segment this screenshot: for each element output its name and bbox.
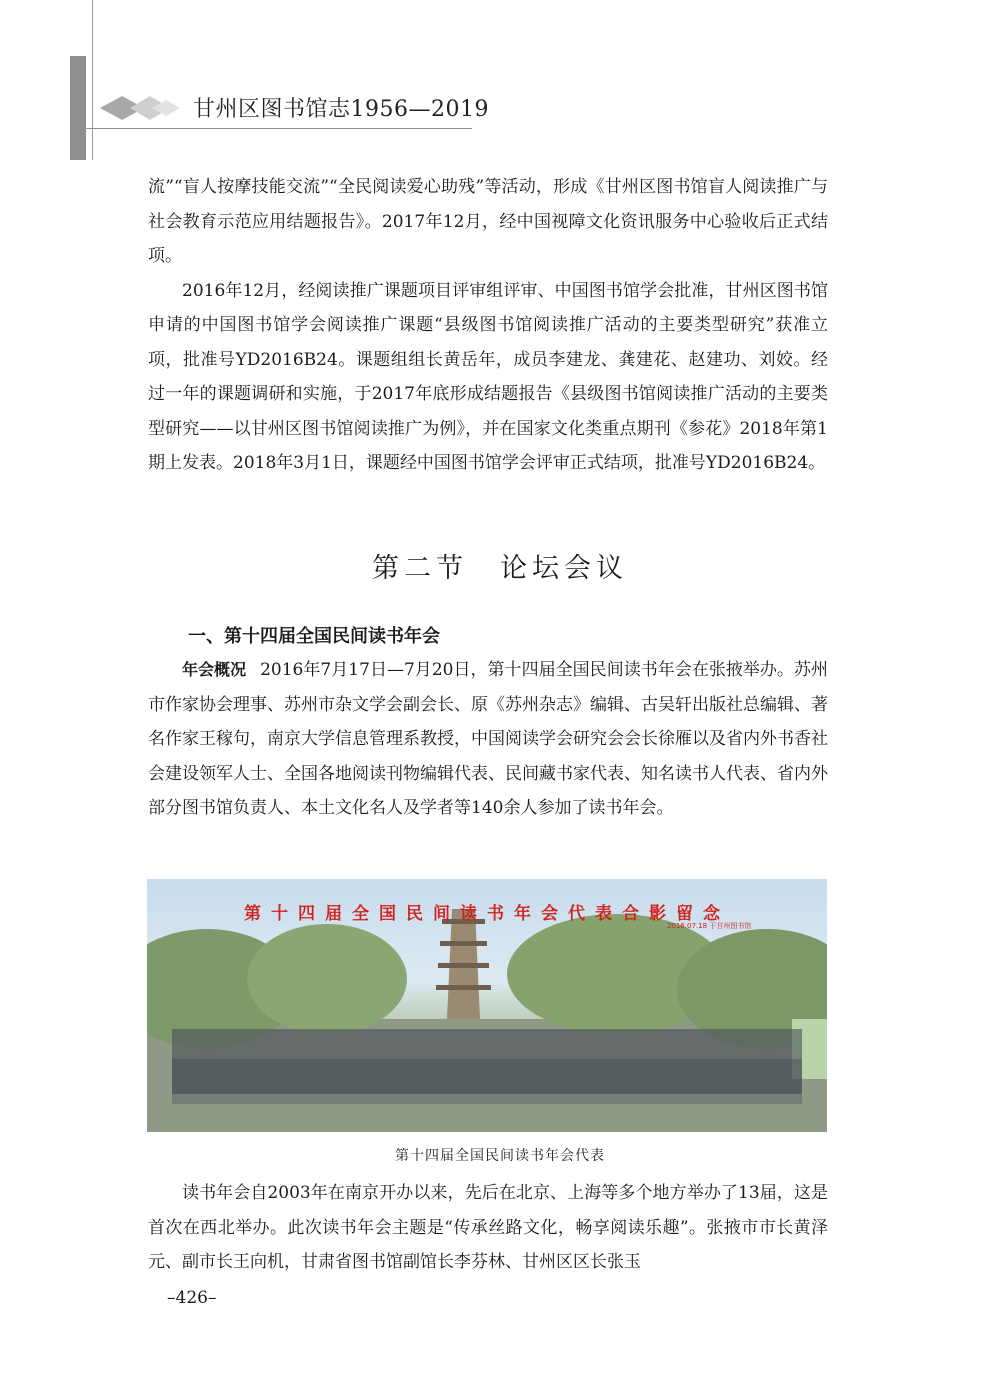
header-side-bar bbox=[70, 56, 86, 160]
paragraph-research-project: 2016年12月，经阅读推广课题项目评审组评审、中国图书馆学会批准，甘州区图书馆申请的中国图书馆学会阅读推广课题“县级图书馆阅读推广活动的主要类型研究”获准立项，批准号YD2016B24。课题组组长黄岳年，成员李建龙、龚建花、赵建功、刘姣。经过一年的课题调研和实施，于2017年底形成结题报告《县级图书馆阅读推广活动的主要类型研究——以甘州区图书馆阅读推广为例》，并在国家文化类重点期刊《参花》2018年第1期上发表。2018年3月1日，课题经中国图书馆学会评审正式结项，批准号YD2016B24。 bbox=[148, 280, 828, 473]
paragraph-annual-meeting-history: 读书年会自2003年在南京开办以来，先后在北京、上海等多个地方举办了13届，这是首次在西北举办。此次读书年会主题是“传承丝路文化，畅享阅读乐趣”。张掖市市长黄泽元、副市长王向机，甘肃省图书馆副馆长李芬林、甘州区区长张玉 bbox=[148, 1183, 828, 1272]
header-diamond-ornament bbox=[100, 92, 180, 124]
group-photo bbox=[147, 879, 827, 1132]
bottom-text-block bbox=[148, 1176, 828, 1280]
paragraph-overview-text: 2016年7月17日—7月20日，第十四届全国民间读书年会在张掖举办。苏州市作家协会理事、苏州市杂文学会副会长、原《苏州杂志》编辑、古吴轩出版社总编辑、著名作家王稼句，南京大学信息管理系教授，中国阅读学会研究会会长徐雁以及省内外书香社会建设领军人士、全国各地阅读刊物编辑代表、民间藏书家代表、知名读书人代表、省内外部分图书馆负责人、本土文化名人及学者等140余人参加了读书年会。 bbox=[148, 660, 828, 818]
paragraph-lead-label: 年会概况 bbox=[182, 660, 247, 679]
top-text-block bbox=[148, 170, 828, 481]
section-title: 第二节 论坛会议 bbox=[372, 553, 628, 584]
subsection-text-block bbox=[148, 653, 828, 826]
photo-date-stamp: 2016.07.18 于甘州图书馆 bbox=[667, 922, 752, 930]
photo-caption: 第十四届全国民间读书年会代表 bbox=[395, 1148, 605, 1164]
page-number: –426– bbox=[167, 1288, 217, 1308]
header-vertical-rule bbox=[92, 0, 93, 160]
paragraph-overview bbox=[148, 653, 828, 826]
header-underline bbox=[70, 128, 472, 129]
subsection-heading: 一、第十四届全国民间读书年会 bbox=[188, 626, 440, 647]
paragraph-continued: 流”“盲人按摩技能交流”“全民阅读爱心助残”等活动，形成《甘州区图书馆盲人阅读推广与社会教育示范应用结题报告》。2017年12月，经中国视障文化资讯服务中心验收后正式结项。 bbox=[148, 177, 828, 266]
photo-banner-text: 第十四届全国民间读书年会代表合影留念 bbox=[244, 904, 730, 924]
running-header-title: 甘州区图书馆志1956—2019 bbox=[193, 97, 489, 122]
